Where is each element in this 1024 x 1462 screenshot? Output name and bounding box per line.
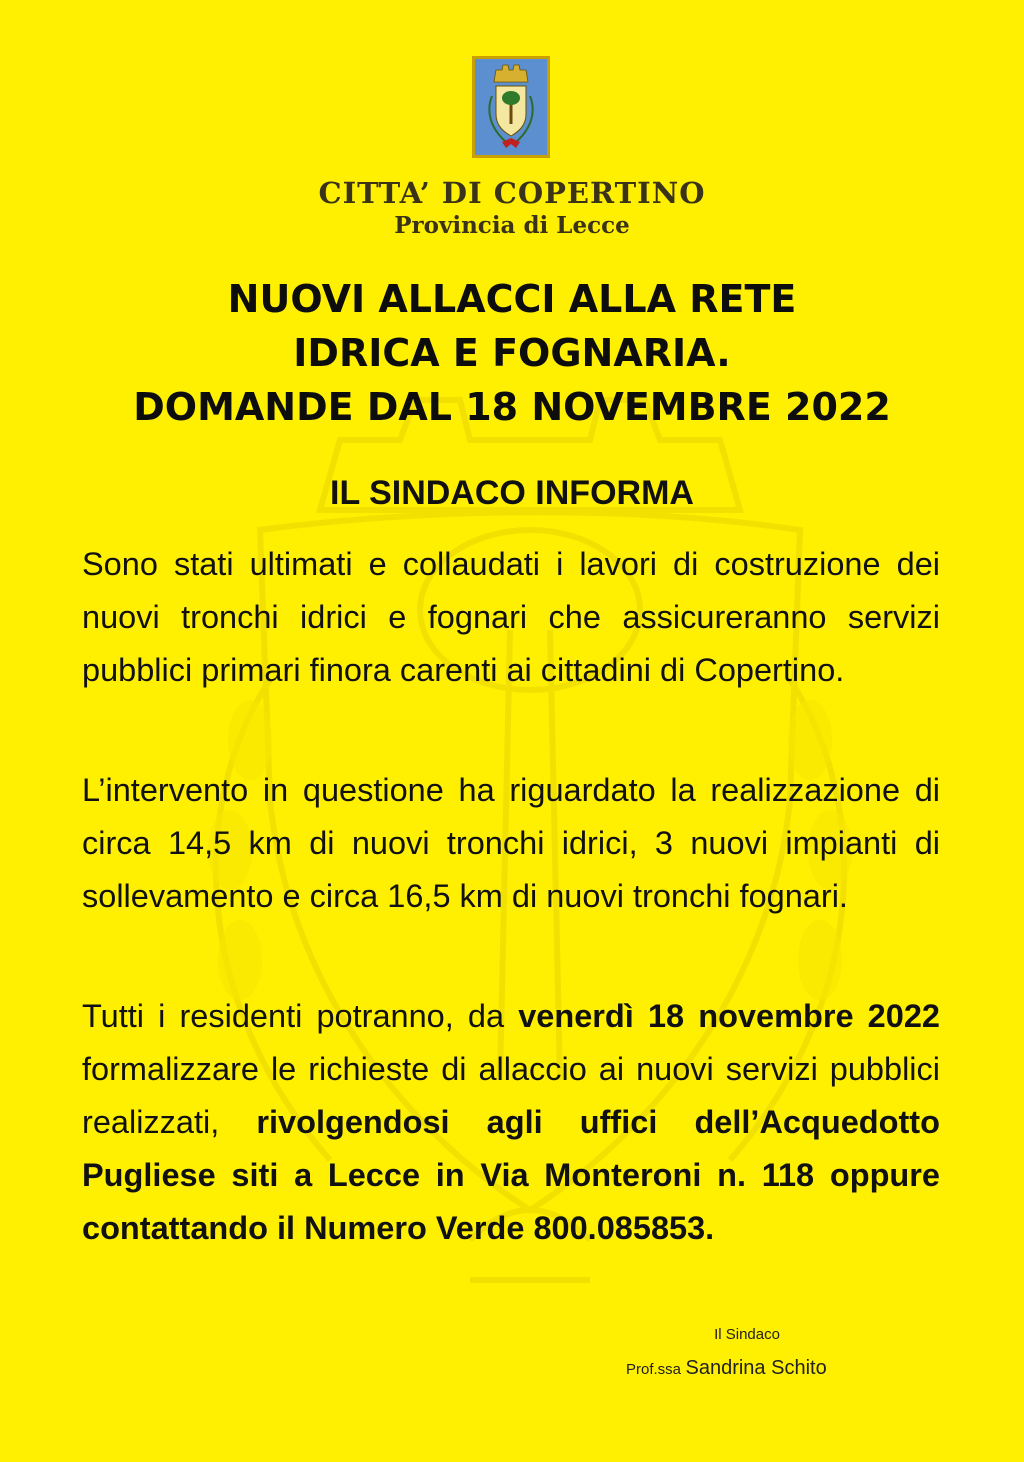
subheading: IL SINDACO INFORMA <box>330 474 694 512</box>
paragraph-3-date: venerdì 18 novembre 2022 <box>518 998 940 1034</box>
city-name: CITTA’ DI COPERTINO <box>318 176 706 210</box>
headline <box>0 272 1024 434</box>
paragraph-3 <box>82 990 940 1255</box>
signature-title: Prof.ssa <box>626 1361 682 1378</box>
coat-of-arms-icon <box>472 56 550 158</box>
headline-line-1: NUOVI ALLACCI ALLA RETE <box>227 277 797 321</box>
paragraph-1: Sono stati ultimati e collaudati i lavori di costruzione dei nuovi tronchi idrici e fognari che assicureranno servizi pubblici primari finora carenti ai cittadini di Copertino. <box>82 546 940 688</box>
province-name: Provincia di Lecce <box>394 212 630 239</box>
signature <box>626 1357 827 1380</box>
paragraph-3-text-a: Tutti i residenti potranno, da <box>82 998 519 1034</box>
headline-line-2: IDRICA E FOGNARIA. <box>293 331 731 375</box>
paragraph-3-contact: rivolgendosi agli uffici dell’Acquedotto Pugliese siti a Lecce in Via Monteroni n. 118 oppure contattando il Numero Verde 800.085853. <box>82 1104 940 1246</box>
headline-line-3: DOMANDE DAL 18 NOVEMBRE 2022 <box>133 385 891 429</box>
paragraph-2: L’intervento in questione ha riguardato la realizzazione di circa 14,5 km di nuovi tronchi idrici, 3 nuovi impianti di sollevamento e circa 16,5 km di nuovi tronchi fognari. <box>82 772 940 914</box>
signature-name: Sandrina Schito <box>685 1357 827 1379</box>
paragraph-3-text-c: formalizzare le richieste di allaccio ai nuovi servizi pubblici realizzati, <box>82 1051 940 1140</box>
signature-role: Il Sindaco <box>714 1326 780 1343</box>
